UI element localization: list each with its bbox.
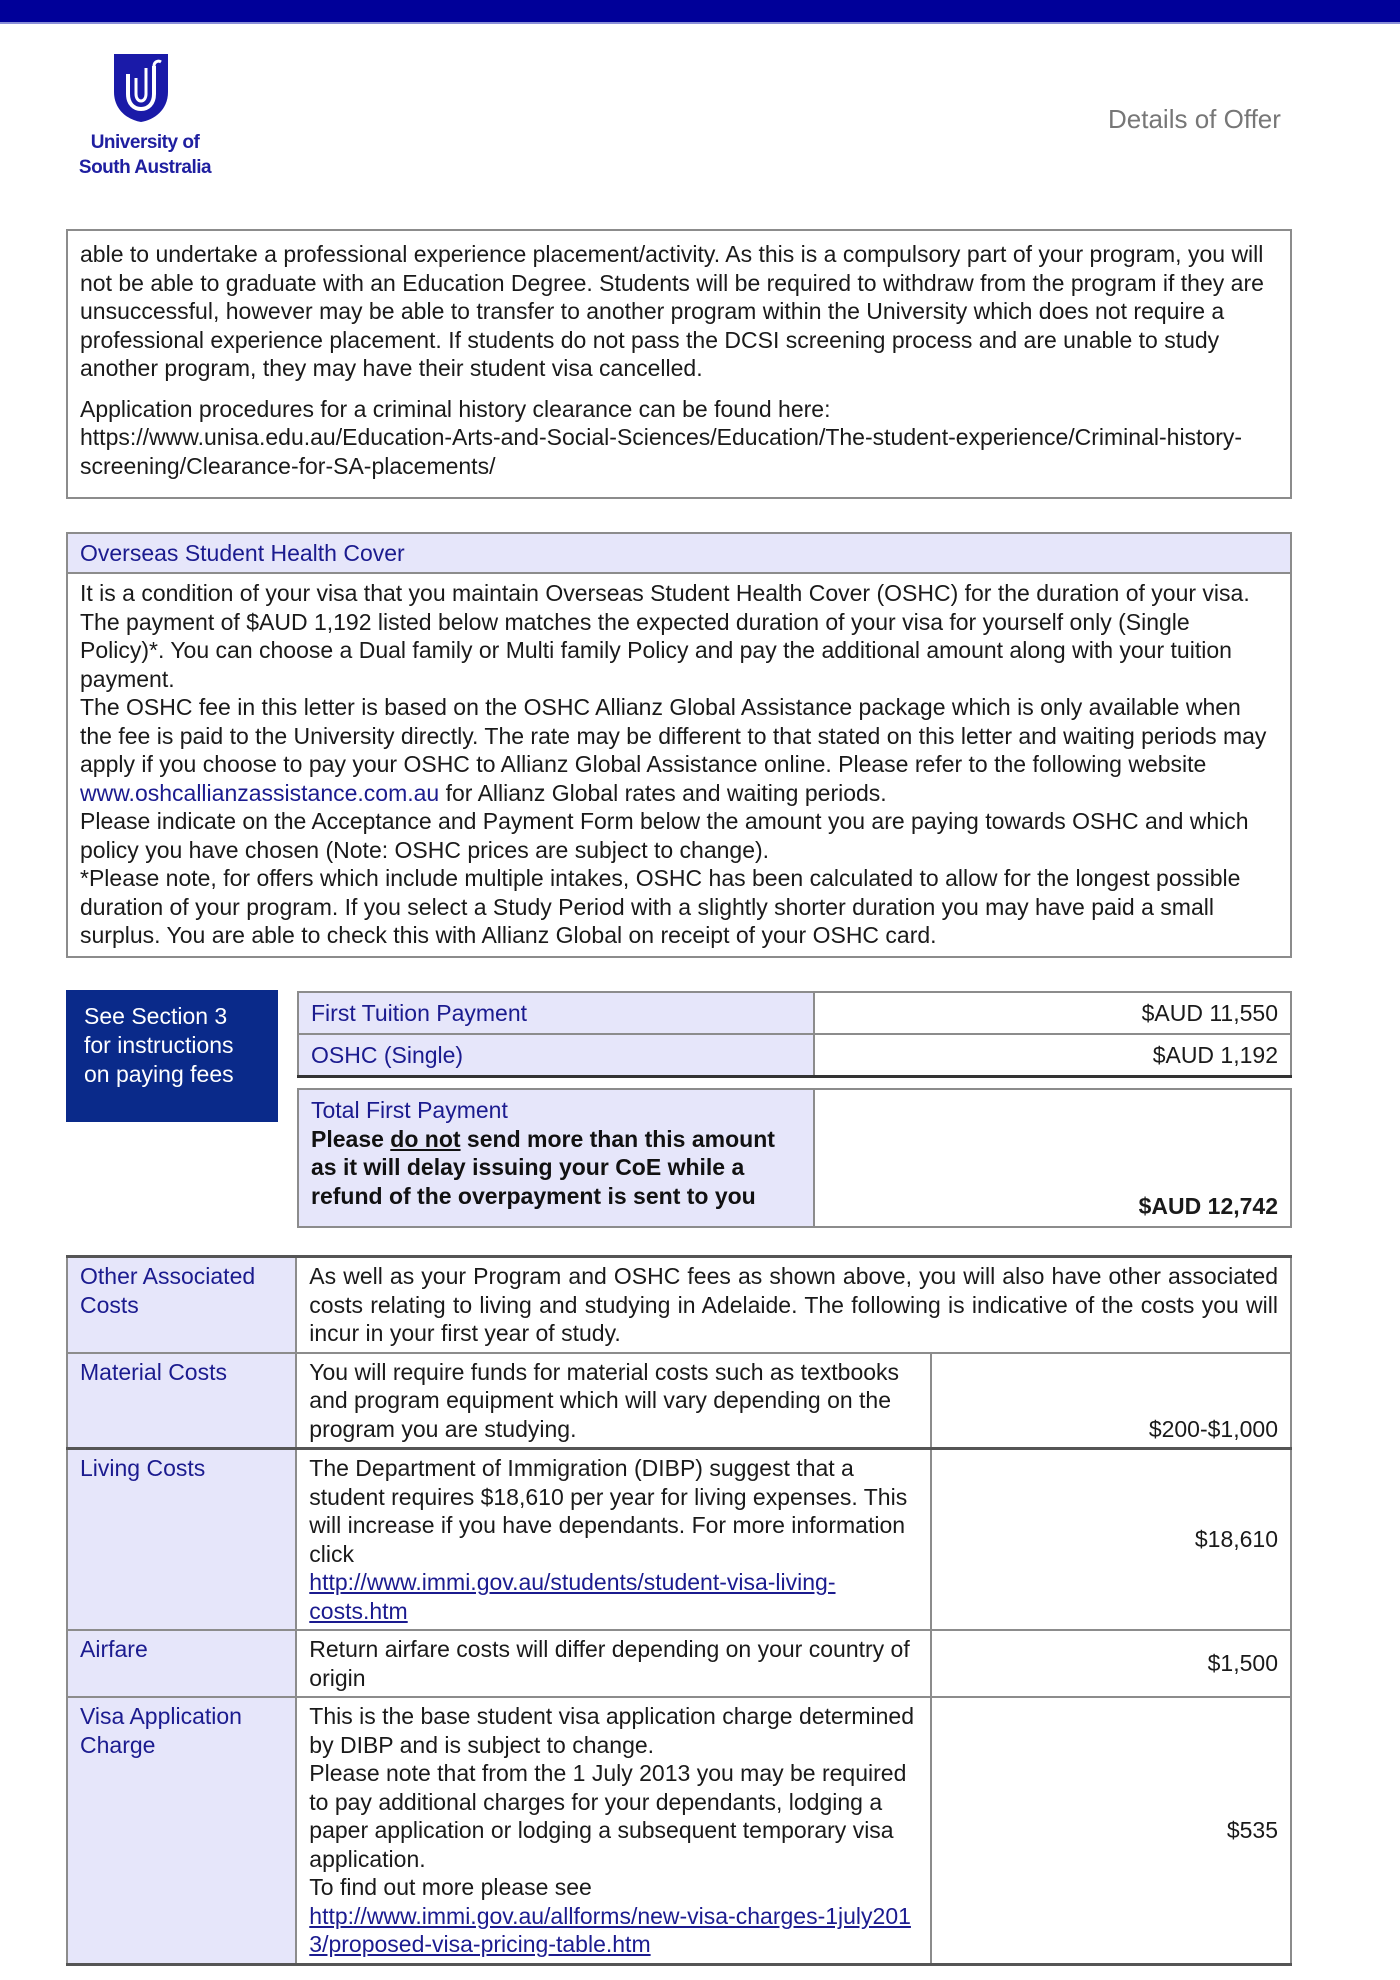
total-payment-label: Total First Payment (311, 1097, 508, 1123)
university-name: University of South Australia (78, 132, 212, 178)
living-costs-value: $18,610 (931, 1449, 1291, 1631)
allianz-website-link[interactable]: www.oshcallianzassistance.com.au (80, 779, 440, 806)
other-costs-table (66, 1255, 1292, 1966)
table-row (67, 1449, 1291, 1631)
visa-pricing-link[interactable]: http://www.immi.gov.au/allforms/new-visa-charges-1july2013/proposed-visa-pricing-table.htm (309, 1902, 911, 1957)
total-payment-value: $AUD 12,742 (814, 1089, 1291, 1227)
visa-charge-value: $535 (931, 1697, 1291, 1964)
table-row (67, 1697, 1291, 1964)
criminal-clearance-url: https://www.unisa.edu.au/Education-Arts-and-Social-Sciences/Education/The-student-experience/Criminal-history-screening/Clearance-for-SA-placements/ (80, 424, 1243, 479)
material-costs-label: Material Costs (67, 1353, 296, 1449)
tuition-payment-value: $AUD 11,550 (814, 992, 1291, 1034)
other-costs-intro: As well as your Program and OSHC fees as shown above, you will also have other associated costs relating to living and studying in Adelaide. The following is indicative of the costs you will incur in your first year of study. (296, 1257, 1291, 1353)
tuition-payment-label: First Tuition Payment (298, 992, 814, 1034)
table-row (298, 1034, 1291, 1077)
table-row (298, 1089, 1291, 1227)
material-costs-value: $200-$1,000 (931, 1353, 1291, 1449)
airfare-label: Airfare (67, 1630, 296, 1697)
unisa-shield-icon (112, 52, 170, 124)
total-payment-table (297, 1088, 1292, 1228)
living-costs-desc-cell: The Department of Immigration (DIBP) suggest that a student requires $18,610 per year for living expenses. This will increase if you have dependants. For more information click http://www.immi.gov.au/students/student-visa-living-costs.htm (296, 1449, 930, 1631)
visa-charge-label: Visa Application Charge (67, 1697, 296, 1964)
table-row (298, 992, 1291, 1034)
material-costs-desc: You will require funds for material costs such as textbooks and program equipment which will vary depending on the program you are studying. (296, 1353, 930, 1449)
oshc-paragraph-fee: The OSHC fee in this letter is based on the OSHC Allianz Global Assistance package which is only available when the fee is paid to the University directly. The rate may be different to that stated on this letter and waiting periods may apply if you choose to pay your OSHC to Allianz Global Assistance online. Please refer to the following website www.oshcallianzassistance.com.au for Allianz Global rates and waiting periods. (80, 694, 1267, 806)
oshc-section (66, 532, 1292, 958)
oshc-paragraph-indicate: Please indicate on the Acceptance and Payment Form below the amount you are paying towards OSHC and which policy you have chosen (Note: OSHC prices are subject to change). (80, 808, 1249, 863)
placement-paragraph: able to undertake a professional experience placement/activity. As this is a compulsory part of your program, you will not be able to graduate with an Education Degree. Students will be required to withdraw from the program if they are unsuccessful, however may be able to transfer to another program within the University which does not require a professional experience placement. If students do not pass the DCSI screening process and are unable to study another program, they may have their student visa cancelled. (80, 241, 1264, 381)
oshc-payment-value: $AUD 1,192 (814, 1034, 1291, 1077)
table-row (67, 1353, 1291, 1449)
visa-charge-desc-cell: This is the base student visa application charge determined by DIBP and is subject to change. Please note that from the 1 July 2013 you may be required to pay additional charges for your dependants, lodging a paper application or lodging a subsequent temporary visa application. To find out more please see http://www.immi.gov.au/allforms/new-visa-charges-1july2013/proposed-visa-pricing-table.htm (296, 1697, 930, 1964)
table-row (67, 1630, 1291, 1697)
oshc-payment-label: OSHC (Single) (298, 1034, 814, 1077)
top-brand-bar (0, 0, 1400, 24)
oshc-paragraph-condition: It is a condition of your visa that you maintain Overseas Student Health Cover (OSHC) for the duration of your visa. The payment of $AUD 1,192 listed below matches the expected duration of your visa for yourself only (Single Policy)*. You can choose a Dual family or Multi family Policy and pay the additional amount along with your tuition payment. (80, 580, 1250, 692)
placement-requirements-box (66, 229, 1292, 499)
other-costs-title: Other Associated Costs (67, 1257, 296, 1353)
document-title: Details of Offer (1108, 104, 1281, 134)
total-payment-label-cell (298, 1089, 814, 1227)
payment-instructions-note: See Section 3 for instructions on paying fees (66, 990, 278, 1122)
table-row (67, 1257, 1291, 1353)
oshc-section-title: Overseas Student Health Cover (68, 534, 1290, 574)
living-costs-label: Living Costs (67, 1449, 296, 1631)
airfare-value: $1,500 (931, 1630, 1291, 1697)
airfare-desc: Return airfare costs will differ depending on your country of origin (296, 1630, 930, 1697)
criminal-clearance-paragraph: Application procedures for a criminal history clearance can be found here: https://www.unisa.edu.au/Education-Arts-and-Social-Sciences/Education/The-student-experience/Criminal-history-screening/Clearance-for-SA-placements/ (80, 395, 1243, 479)
living-costs-link[interactable]: http://www.immi.gov.au/students/student-visa-living-costs.htm (309, 1569, 836, 1624)
oshc-paragraph-note: *Please note, for offers which include multiple intakes, OSHC has been calculated to allow for the longest possible duration of your program. If you select a Study Period with a slightly shorter duration you may have paid a small surplus. You are able to check this with Allianz Global on receipt of your OSHC card. (80, 865, 1241, 948)
overpayment-warning: Please do not send more than this amount as it will delay issuing your CoE while a refund of the overpayment is sent to you (311, 1125, 775, 1209)
payment-breakdown-table (297, 991, 1292, 1078)
